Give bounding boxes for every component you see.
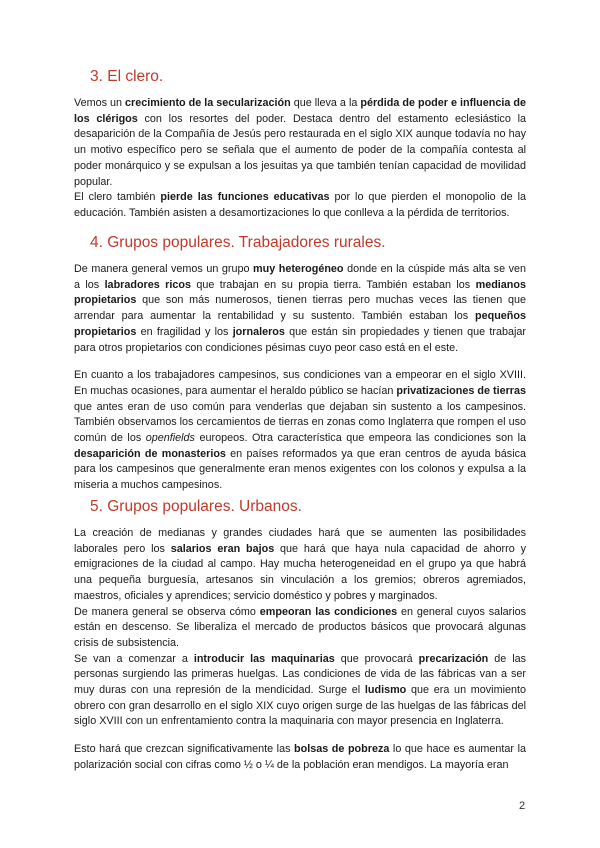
text-run: lo que hace es aumentar la polarización social con cifras como ½ o ¼ de la población eran mendigos. La mayoría eran: [74, 743, 526, 771]
section-body-trabajadores-rurales: [74, 262, 526, 494]
bold-text: desaparición de monasterios: [74, 447, 226, 460]
bold-text: pérdida de poder e influencia de los clérigos: [74, 97, 526, 125]
section-title-urbanos: 5. Grupos populares. Urbanos.: [90, 498, 302, 515]
text-run: que era un movimiento obrero con gran desarrollo en el siglo XIX cuyo origen surge de las huelgas de las fábricas del siglo XVIII con un enfrentamiento contra la maquinaria con mayor presencia en Inglaterra.: [74, 684, 526, 728]
text-run: por lo que pierden el monopolio de la educación. También asisten a desamortizaciones lo que conlleva a la pérdida de territorios.: [74, 191, 526, 219]
section-title-clero: 3. El clero.: [90, 68, 164, 85]
text-run: que son más numerosos, tienen tierras pero muchas veces las tienen que arrendar para aumentar la rentabilidad y su sustento. También estaban los: [74, 294, 526, 323]
text-run: Se van a comenzar a: [74, 652, 194, 665]
text-run: en general cuyos salarios están en descenso. Se liberaliza el mercado de productos básicos que provocará algunas crisis de subsistencia.: [74, 605, 526, 649]
text-run: que provocará: [334, 652, 419, 665]
section-body-clero: [74, 96, 526, 222]
text-run: En cuanto a los trabajadores campesinos, sus condiciones van a empeorar en el siglo XVIII. En muchas ocasiones, para aumentar el heraldo público se hacían: [74, 369, 526, 397]
bold-text: labradores ricos: [104, 278, 191, 291]
text-run: en países reformados ya que eran centros de ayuda básica para los campesinos que generalmente eran menos exigentes con los colonos y expulsa a la miseria a muchos campesinos.: [74, 447, 526, 492]
paragraph: [74, 526, 526, 605]
paragraph: [74, 605, 526, 652]
text-run: que están sin propiedades y tienen que trabajar para otros propietarios con condiciones pésimas cuyo peor caso está en el este.: [74, 325, 526, 354]
text-run: de las personas surgiendo las primeras huelgas. Las condiciones de vida de las fábricas van a ser muy duras con una represión de la mendicidad. Surge el: [74, 652, 527, 697]
text-run: De manera general vemos un grupo: [74, 263, 254, 275]
text-run: europeos. Otra característica que empeora las condiciones son la: [194, 432, 526, 445]
paragraph: [74, 190, 526, 221]
bold-text: crecimiento de la secularización: [125, 97, 291, 109]
text-run: que antes eran de uso común para venderlas que dejaban sin sustento a los campesinos. También observamos los cercamientos de tierras en zonas como Inglaterra que rompen el uso común de los: [74, 400, 526, 445]
text-run: que hará que haya nula capacidad de ahorro y emigraciones de la ciudad al campo. Hay mucha heterogeneidad en el grupo ya que habrá una pequeña burguesía, artesanos sin vinculación a los gremios; obreros agremiados, maestros, oficiales y aprendices; servicio doméstico y pobres y marginados.: [74, 542, 526, 602]
text-run: De manera general se observa cómo: [74, 605, 260, 618]
text-run: Esto hará que crezcan significativamente las: [74, 743, 295, 756]
bold-text: privatizaciones de tierras: [396, 384, 526, 397]
bold-text: muy heterogéneo: [253, 263, 344, 275]
paragraph: [74, 742, 526, 773]
text-run: La creación de medianas y grandes ciudades hará que se aumenten las posibilidades laborales pero los: [74, 527, 526, 555]
text-run: que trabajan en su propia tierra. También estaban los: [190, 278, 476, 291]
paragraph: [74, 652, 526, 731]
text-run: donde en la cúspide más alta se ven a los: [74, 263, 527, 291]
bold-text: pierde las funciones educativas: [160, 191, 330, 204]
text-run: con los resortes del poder. Destaca dentro del estamento eclesiástico la desaparición de la Compañía de Jesús pero restaurada en el siglo XIX aunque todavía no hay un motivo específico pero se señala que el aumento de poder de la compañía contesta al poder monárquico y se expulsan a los jesuitas ya que también tenían capacidad de movilidad popular.: [74, 112, 526, 188]
bold-text: salarios eran bajos: [170, 542, 275, 555]
section-title-trabajadores-rurales: 4. Grupos populares. Trabajadores rurales.: [90, 234, 386, 251]
section-body-urbanos: [74, 526, 526, 774]
bold-text: medianos propietarios: [74, 278, 526, 307]
page-number: 2: [519, 800, 526, 812]
bold-text: bolsas de pobreza: [294, 743, 390, 756]
paragraph: [74, 262, 526, 356]
italic-text: openfields: [145, 432, 195, 445]
text-run: Vemos un: [74, 97, 126, 109]
paragraph: [74, 368, 526, 494]
text-run: El clero también: [74, 191, 161, 204]
bold-text: precarización: [418, 652, 489, 665]
bold-text: introducir las maquinarias: [193, 652, 335, 665]
bold-text: empeoran las condiciones: [259, 605, 398, 618]
bold-text: ludismo: [364, 684, 407, 697]
bold-text: jornaleros: [232, 325, 285, 338]
text-run: que lleva a la: [290, 97, 361, 109]
text-run: en fragilidad y los: [136, 325, 233, 338]
bold-text: pequeños propietarios: [74, 310, 526, 338]
paragraph: [74, 96, 526, 190]
